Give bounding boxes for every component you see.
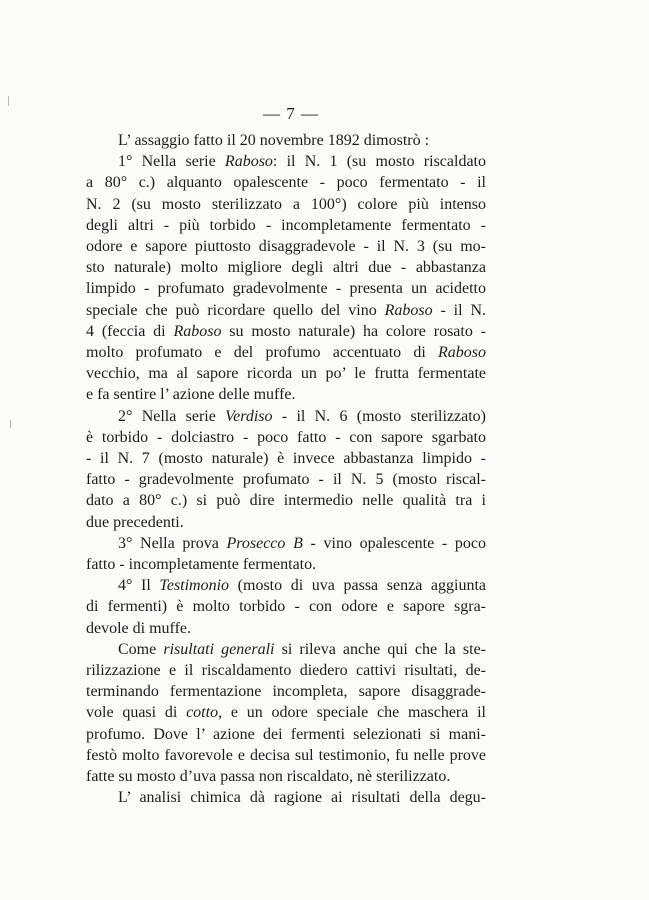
italic-term: Raboso [173, 322, 222, 340]
text-line: di fermenti) è molto torbido - con odore e sapore sgra- [86, 598, 486, 616]
text-line: N. 2 (su mosto sterilizzato a 100°) colore più intenso [86, 195, 486, 213]
text-line: fatte su mosto d’uva passa non riscaldato, nè sterilizzato. [86, 768, 451, 786]
text-line: devole di muffe. [86, 619, 192, 637]
italic-term: Raboso [224, 153, 273, 171]
text-line: 3° Nella prova Prosecco B - vino opalescente - poco [118, 534, 486, 552]
text-line: L’ analisi chimica dà ragione ai risultati della degu- [118, 789, 486, 807]
text-line: 4 (feccia di Raboso su mosto naturale) ha colore rosato - [86, 322, 486, 340]
italic-term: Verdiso [225, 407, 273, 425]
text-line: dato a 80° c.) si può dire intermedio nelle qualità tra i [86, 492, 486, 510]
text-line: vole quasi di cotto, e un odore speciale che maschera il [86, 704, 486, 722]
text-line: limpido - profumato gradevolmente - presenta un acidetto [86, 280, 486, 298]
paragraph [86, 533, 486, 575]
text-line: sto naturale) molto migliore degli altri due - abbastanza [86, 259, 486, 277]
italic-term: cotto [186, 704, 219, 722]
paragraph [86, 639, 486, 787]
scan-mark-left [8, 96, 9, 106]
text-line: fatto - incompletamente fermentato. [86, 556, 317, 574]
text-line: profumo. Dove l’ azione dei fermenti selezionati si mani- [86, 725, 486, 743]
text-line: degli altri - più torbido - incompletamente fermentato - [86, 216, 486, 234]
text-line: a 80° c.) alquanto opalescente - poco fermentato - il [86, 174, 486, 192]
text-line: molto profumato e del profumo accentuato di Raboso [86, 344, 486, 362]
italic-term: Raboso [438, 344, 486, 362]
text-line: fatto - gradevolmente profumato - il N. 5 (mosto riscal- [86, 471, 486, 489]
text-line: L’ assaggio fatto il 20 novembre 1892 dimostrò : [118, 132, 430, 149]
text-line: e fa sentire l’ azione delle muffe. [86, 386, 296, 404]
paragraph [86, 787, 486, 808]
text-line: 2° Nella serie Verdiso - il N. 6 (mosto sterilizzato) [118, 407, 486, 425]
text-line: speciale che può ricordare quello del vino Raboso - il N. [86, 301, 486, 319]
book-page [86, 104, 486, 809]
text-line: festò molto favorevole e decisa sul testimonio, fu nelle prove [86, 746, 486, 764]
text-line: - il N. 7 (mosto naturale) è invece abbastanza limpido - [86, 450, 486, 468]
italic-term: Prosecco B [226, 534, 303, 552]
page-number: — 7 — [263, 104, 319, 123]
text-line: Come risultati generali si rileva anche qui che la ste- [118, 640, 486, 658]
italic-term: Testimonio [159, 577, 230, 595]
text-line: è torbido - dolciastro - poco fatto - con sapore sgarbato [86, 428, 486, 446]
text-line: odore e sapore piuttosto disaggradevole - il N. 3 (su mo- [86, 238, 486, 256]
paragraph [86, 151, 486, 405]
paragraph [86, 575, 486, 639]
paragraph [86, 406, 486, 533]
paragraph [86, 130, 486, 151]
scan-mark-left-lower [10, 420, 11, 428]
text-line: vecchio, ma al sapore ricorda un po’ le frutta fermentate [86, 365, 486, 383]
text-line: rilizzazione e il riscaldamento diedero cattivi risultati, de- [86, 662, 486, 680]
text-line: 1° Nella serie Raboso: il N. 1 (su mosto riscaldato [118, 153, 486, 171]
text-body [86, 130, 486, 809]
italic-term: Raboso [384, 301, 433, 319]
text-line: 4° Il Testimonio (mosto di uva passa senza aggiunta [118, 577, 486, 595]
text-line: terminando fermentazione incompleta, sapore disaggrade- [86, 683, 486, 701]
italic-term: risultati generali [163, 640, 275, 658]
text-line: due precedenti. [86, 513, 184, 531]
